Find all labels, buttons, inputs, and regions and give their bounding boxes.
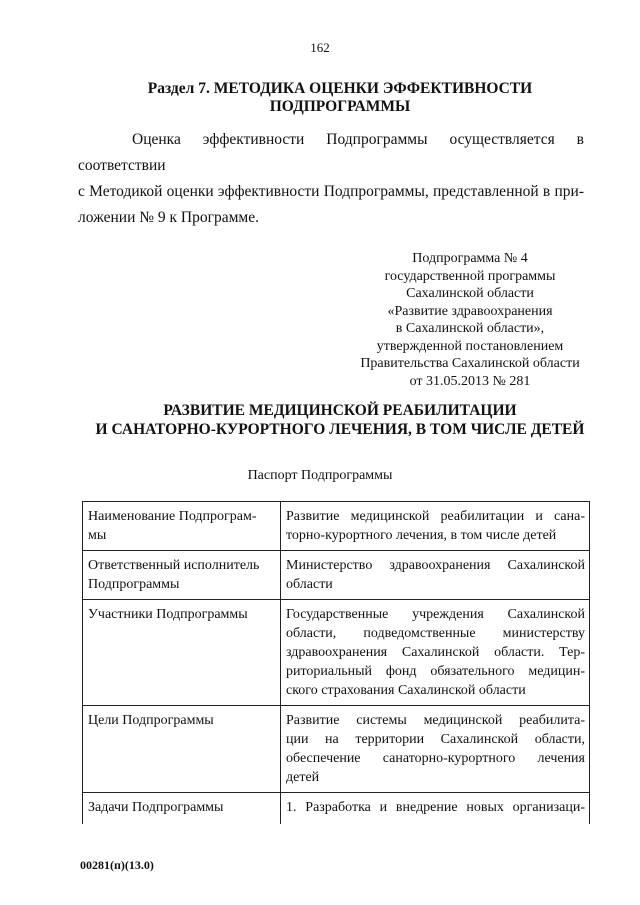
table-row [83,600,590,706]
value-line: ского страхования Сахалинской области [286,683,526,698]
approval-line: «Развитие здравоохранения [387,303,553,319]
passport-caption: Паспорт Подпрограммы [247,468,393,483]
label-line: мы [88,528,107,543]
value-line: 1. Разработка и внедрение новых организаци- [286,800,585,815]
row-label [83,706,281,793]
row-label [83,600,281,706]
table-row [83,551,590,600]
approval-line: утвержденной постановлением [376,338,564,354]
label-line: Ответственный исполнитель [88,558,260,573]
value-line: риториальный фонд обязательного медицин- [286,664,585,679]
row-value [281,551,590,600]
subprogram-title [60,401,620,439]
row-value [281,793,590,825]
value-line: обеспечение санаторно-курортного лечения [286,751,585,766]
passport-table [82,501,590,824]
table-row [83,793,590,825]
value-line: области, подведомственные министерству [286,626,585,641]
paragraph-line: ложении № 9 к Программе. [78,209,259,226]
subprogram-title-line: РАЗВИТИЕ МЕДИЦИНСКОЙ РЕАБИЛИТАЦИИ [163,402,517,419]
page-number: 162 [310,40,330,55]
paragraph-line: Оценка эффективности Подпрограммы осуществляется в соответствии [78,131,584,174]
label-line: Цели Подпрограммы [88,713,214,728]
section-title-line: Раздел 7. МЕТОДИКА ОЦЕНКИ ЭФФЕКТИВНОСТИ [147,80,533,97]
value-line: Развитие медицинской реабилитации и сана- [286,509,585,524]
row-value [281,600,590,706]
table-row [83,502,590,551]
approval-line: от 31.05.2013 № 281 [409,373,531,389]
approval-line: в Сахалинской области», [395,321,545,336]
label-line: Наименование Подпрограм- [88,509,257,524]
label-line: Подпрограммы [88,577,180,592]
value-line: области [286,577,333,592]
evaluation-paragraph [78,127,584,231]
value-line: Государственные учреждения Сахалинской [286,607,585,622]
value-line: здравоохранения Сахалинской области. Тер- [286,645,585,660]
subprogram-title-line: И САНАТОРНО-КУРОРТНОГО ЛЕЧЕНИЯ, В ТОМ ЧИСЛЕ ДЕТЕЙ [95,421,585,438]
section-title [60,80,620,116]
value-line: торно-курортного лечения, в том числе детей [286,528,557,543]
row-value [281,706,590,793]
table-row [83,706,590,793]
value-line: детей [286,770,320,785]
approval-line: Сахалинской области [406,286,534,301]
document-code: 00281(п)(13.0) [80,858,154,872]
row-label [83,502,281,551]
row-label [83,551,281,600]
approval-line: Правительства Сахалинской области [360,356,580,371]
value-line: Развитие системы медицинской реабилита- [286,713,585,728]
section-title-line: ПОДПРОГРАММЫ [269,98,411,115]
approval-line: государственной программы [384,268,556,284]
row-value [281,502,590,551]
paragraph-line: с Методикой оценки эффективности Подпрограммы, представленной в при- [78,183,584,200]
value-line: ции на территории Сахалинской области, [286,732,585,747]
value-line: Министерство здравоохранения Сахалинской [286,558,585,573]
approval-block [340,250,600,390]
approval-line: Подпрограмма № 4 [412,251,528,266]
label-line: Участники Подпрограммы [88,607,248,622]
label-line: Задачи Подпрограммы [88,800,224,815]
row-label [83,793,281,825]
